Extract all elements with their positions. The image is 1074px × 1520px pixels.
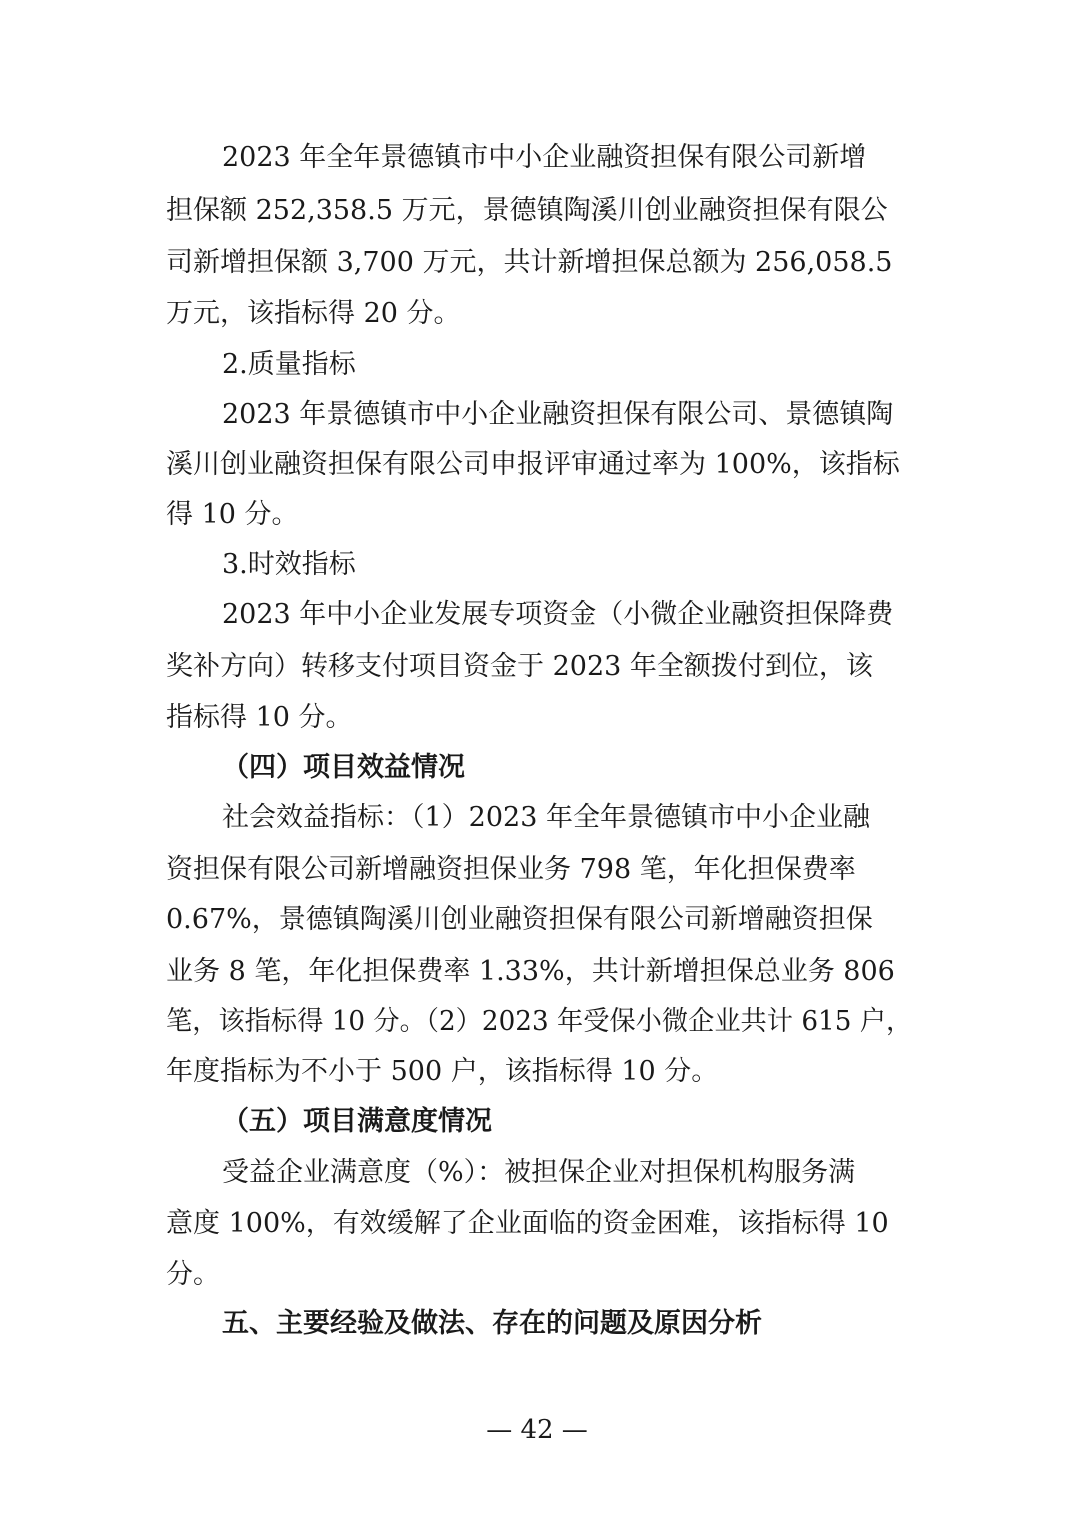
body-text-line: 意度 100%，有效缓解了企业面临的资金困难，该指标得 10 <box>166 1208 889 1239</box>
body-text-line: 溪川创业融资担保有限公司申报评审通过率为 100%，该指标 <box>166 449 900 480</box>
body-text-line: 2023 年景德镇市中小企业融资担保有限公司、景德镇陶 <box>222 399 894 430</box>
body-text-line: 司新增担保额 3,700 万元，共计新增担保总额为 256,058.5 <box>166 247 893 278</box>
subheading-quality: 2.质量指标 <box>222 349 356 380</box>
body-text-line: 业务 8 笔，年化担保费率 1.33%，共计新增担保总业务 806 <box>166 956 895 987</box>
section-heading-benefits: （四）项目效益情况 <box>222 752 465 783</box>
body-text-line: 2023 年中小企业发展专项资金（小微企业融资担保降费 <box>222 599 894 630</box>
subheading-timeliness: 3.时效指标 <box>222 549 356 580</box>
body-text-line: 笔，该指标得 10 分。（2）2023 年受保小微企业共计 615 户， <box>166 1006 913 1037</box>
body-text-line: 万元，该指标得 20 分。 <box>166 298 461 329</box>
body-text-line: 0.67%，景德镇陶溪川创业融资担保有限公司新增融资担保 <box>166 904 873 935</box>
body-text-line: 奖补方向）转移支付项目资金于 2023 年全额拨付到位，该 <box>166 651 873 682</box>
body-text-line: 资担保有限公司新增融资担保业务 798 笔，年化担保费率 <box>166 854 856 885</box>
body-text-line: 年度指标为不小于 500 户，该指标得 10 分。 <box>166 1056 719 1087</box>
chapter-heading: 五、主要经验及做法、存在的问题及原因分析 <box>222 1308 762 1339</box>
body-text-line: 受益企业满意度（%）：被担保企业对担保机构服务满 <box>222 1157 856 1188</box>
body-text-line: 分。 <box>166 1259 220 1290</box>
body-text-line: 得 10 分。 <box>166 499 299 530</box>
page-number: — 42 — <box>486 1415 588 1445</box>
body-text-line: 指标得 10 分。 <box>166 702 353 733</box>
section-heading-satisfaction: （五）项目满意度情况 <box>222 1106 492 1137</box>
body-text-line: 社会效益指标：（1）2023 年全年景德镇市中小企业融 <box>222 802 870 833</box>
body-text-line: 2023 年全年景德镇市中小企业融资担保有限公司新增 <box>222 142 867 173</box>
body-text-line: 担保额 252,358.5 万元，景德镇陶溪川创业融资担保有限公 <box>166 195 888 226</box>
